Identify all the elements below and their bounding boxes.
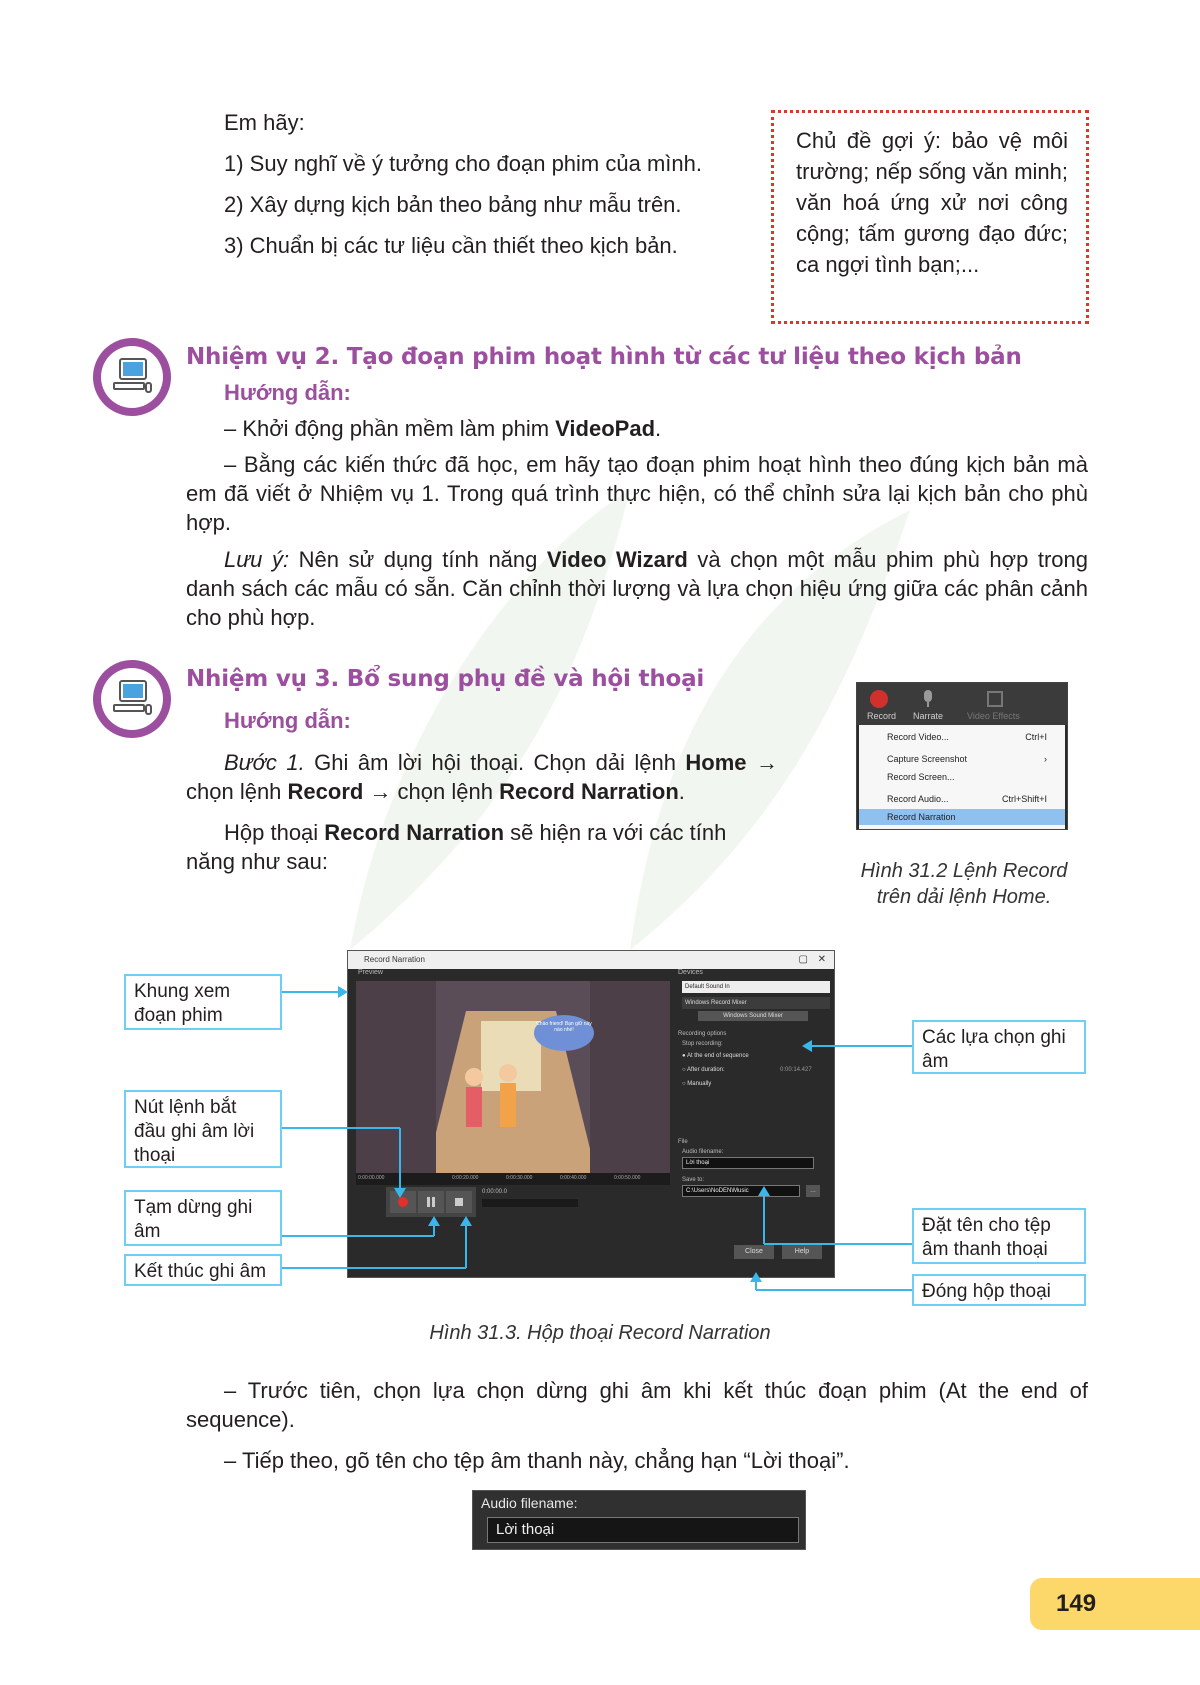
callout-options: Các lựa chọn ghi âm — [912, 1020, 1086, 1074]
save-to-label: Save to: — [682, 1177, 705, 1183]
mission3-title: Nhiệm vụ 3. Bổ sung phụ đề và hội thoại — [186, 666, 705, 692]
command-name: Home — [685, 750, 747, 775]
timeline-tick: 0:00:40.000 — [560, 1175, 587, 1181]
timeline-tick: 0:00:20.000 — [452, 1175, 479, 1181]
text-run: sẽ hiện ra với các tính năng như sau: — [186, 820, 727, 874]
timeline-tick: 0:00:00.000 — [358, 1175, 385, 1181]
ribbon-label[interactable]: Video Effects — [967, 711, 1020, 721]
audio-filename-figure — [472, 1490, 806, 1550]
mission2-guide: Hướng dẫn: — [224, 380, 351, 405]
text-run: . — [655, 416, 662, 441]
callout-record: Nút lệnh bắt đầu ghi âm lời thoại — [124, 1090, 282, 1168]
recording-options-label: Recording options — [678, 1031, 727, 1037]
dialog-title: Record Narration — [364, 955, 425, 964]
option-label: Manually — [687, 1081, 712, 1087]
option-label: At the end of sequence — [686, 1053, 749, 1059]
command-name: Record Narration — [499, 779, 679, 804]
page-number: 149 — [1030, 1578, 1200, 1630]
menu-item-label: Record Screen... — [887, 772, 955, 782]
ribbon-label[interactable]: Narrate — [913, 711, 944, 721]
step-label: Bước 1. — [224, 750, 305, 775]
menu-item-label: Record Narration — [887, 812, 956, 822]
text-run: và chọn một mẫu phim phù hợp trong danh sách các mẫu có sẵn. Căn chỉnh thời lượng và lựa chọn hiệu ứng giữa các phân cảnh cho phù hợp. — [186, 547, 1088, 630]
audio-filename-label: Audio filename: — [682, 1149, 724, 1155]
intro-item: 1) Suy nghĩ về ý tưởng cho đoạn phim của mình. — [224, 151, 702, 176]
callout-preview: Khung xem đoạn phim — [124, 974, 282, 1030]
callout-filename: Đặt tên cho tệp âm thanh thoại — [912, 1208, 1086, 1264]
caption-line: trên dải lệnh Home. — [876, 886, 1052, 908]
menu-item-label: Capture Screenshot — [887, 754, 968, 764]
option-label: After duration: — [686, 1067, 725, 1073]
caption-line: Hình 31.2 Lệnh Record — [860, 860, 1068, 882]
text-run: . — [678, 779, 685, 804]
preview-label: Preview — [358, 969, 383, 976]
callout-pause: Tạm dừng ghi âm — [124, 1190, 282, 1246]
intro-item: 3) Chuẩn bị các tư liệu cần thiết theo kịch bản. — [224, 233, 678, 258]
mission2-step2: – Bằng các kiến thức đã học, em hãy tạo đoạn phim hoạt hình theo đúng kịch bản mà em đã viết ở Nhiệm vụ 1. Trong quá trình thực hiện, có thể chỉnh sửa lại kịch bản cho phù hợp. — [186, 452, 1088, 535]
suggestion-text: Chủ đề gợi ý: bảo vệ môi trường; nếp sống văn minh; văn hoá ứng xử nơi công cộng; tấm gương đạo đức; ca ngợi tình bạn;... — [796, 128, 1068, 277]
timeline-tick: 0:00:30.000 — [506, 1175, 533, 1181]
figure-31-3-caption: Hình 31.3. Hộp thoại Record Narration — [429, 1322, 771, 1344]
command-name: Record — [287, 779, 364, 804]
save-to-input[interactable]: C:\Users\NoDEN\Music — [682, 1185, 800, 1197]
callout-stop: Kết thúc ghi âm — [124, 1254, 282, 1286]
after-paragraph-1: – Trước tiên, chọn lựa chọn dừng ghi âm khi kết thúc đoạn phim (At the end of sequence). — [186, 1378, 1088, 1432]
feature-name: Video Wizard — [546, 547, 688, 572]
callout-close: Đóng hộp thoại — [912, 1274, 1086, 1306]
menu-item-label: Record Audio... — [887, 794, 949, 804]
duration-value[interactable]: 0:00:14.427 — [780, 1067, 812, 1073]
devices-label: Devices — [678, 969, 703, 976]
software-name: VideoPad — [555, 416, 656, 441]
text-run: Nên sử dụng tính năng — [289, 547, 547, 572]
after-paragraph-2: – Tiếp theo, gõ tên cho tệp âm thanh này, chẳng hạn “Lời thoại”. — [224, 1448, 850, 1473]
audio-filename-input[interactable]: Lời thoại — [682, 1157, 814, 1169]
device-select[interactable]: Default Sound In — [682, 981, 830, 993]
mission2-title: Nhiệm vụ 2. Tạo đoạn phim hoạt hình từ các tư liệu theo kịch bản — [186, 344, 1022, 370]
menu-item-shortcut: Ctrl+Shift+I — [1001, 794, 1047, 804]
menu-item-shortcut: Ctrl+I — [1025, 732, 1047, 742]
option-manually[interactable]: ○ Manually — [682, 1081, 712, 1087]
text-run: – Khởi động phần mềm làm phim — [224, 416, 556, 441]
mission3-guide: Hướng dẫn: — [224, 708, 351, 733]
option-after-duration[interactable]: ○ After duration: — [682, 1067, 725, 1073]
restore-icon[interactable]: ▢ — [798, 954, 808, 965]
text-run: Hộp thoại — [224, 820, 325, 845]
mixer-select[interactable]: Windows Record Mixer — [682, 997, 830, 1009]
text-run: Ghi âm lời hội thoại. Chọn dải lệnh — [304, 750, 686, 775]
browse-button[interactable]: … — [806, 1185, 820, 1197]
audio-filename-input[interactable]: Lời thoại — [487, 1517, 799, 1543]
sound-mixer-button[interactable]: Windows Sound Mixer — [698, 1011, 808, 1021]
text-run: → chọn lệnh — [363, 779, 500, 804]
close-icon[interactable]: ✕ — [817, 954, 826, 965]
dialog-name: Record Narration — [324, 820, 505, 845]
audio-filename-label: Audio filename: — [481, 1495, 578, 1511]
speech-bubble-text: Chào friend! Bạn giữ này nào nhé! — [536, 1021, 592, 1033]
menu-item-label: Record Video... — [887, 732, 949, 742]
text-run: → chọn lệnh — [186, 750, 778, 804]
intro-item: 2) Xây dựng kịch bản theo bảng như mẫu trên. — [224, 192, 682, 217]
option-end-of-sequence[interactable]: ● At the end of sequence — [682, 1053, 749, 1059]
menu-item-shortcut: › — [1044, 754, 1047, 764]
file-label: File — [678, 1139, 688, 1145]
ribbon-label[interactable]: Record — [867, 711, 897, 721]
help-button[interactable]: Help — [782, 1245, 822, 1259]
time-readout: 0:00:00.0 — [482, 1189, 508, 1195]
stop-recording-label: Stop recording: — [682, 1041, 723, 1047]
note-label: Lưu ý: — [224, 547, 290, 572]
close-button[interactable]: Close — [734, 1245, 774, 1259]
intro-lead: Em hãy: — [224, 110, 305, 135]
timeline-tick: 0:00:50.000 — [614, 1175, 641, 1181]
